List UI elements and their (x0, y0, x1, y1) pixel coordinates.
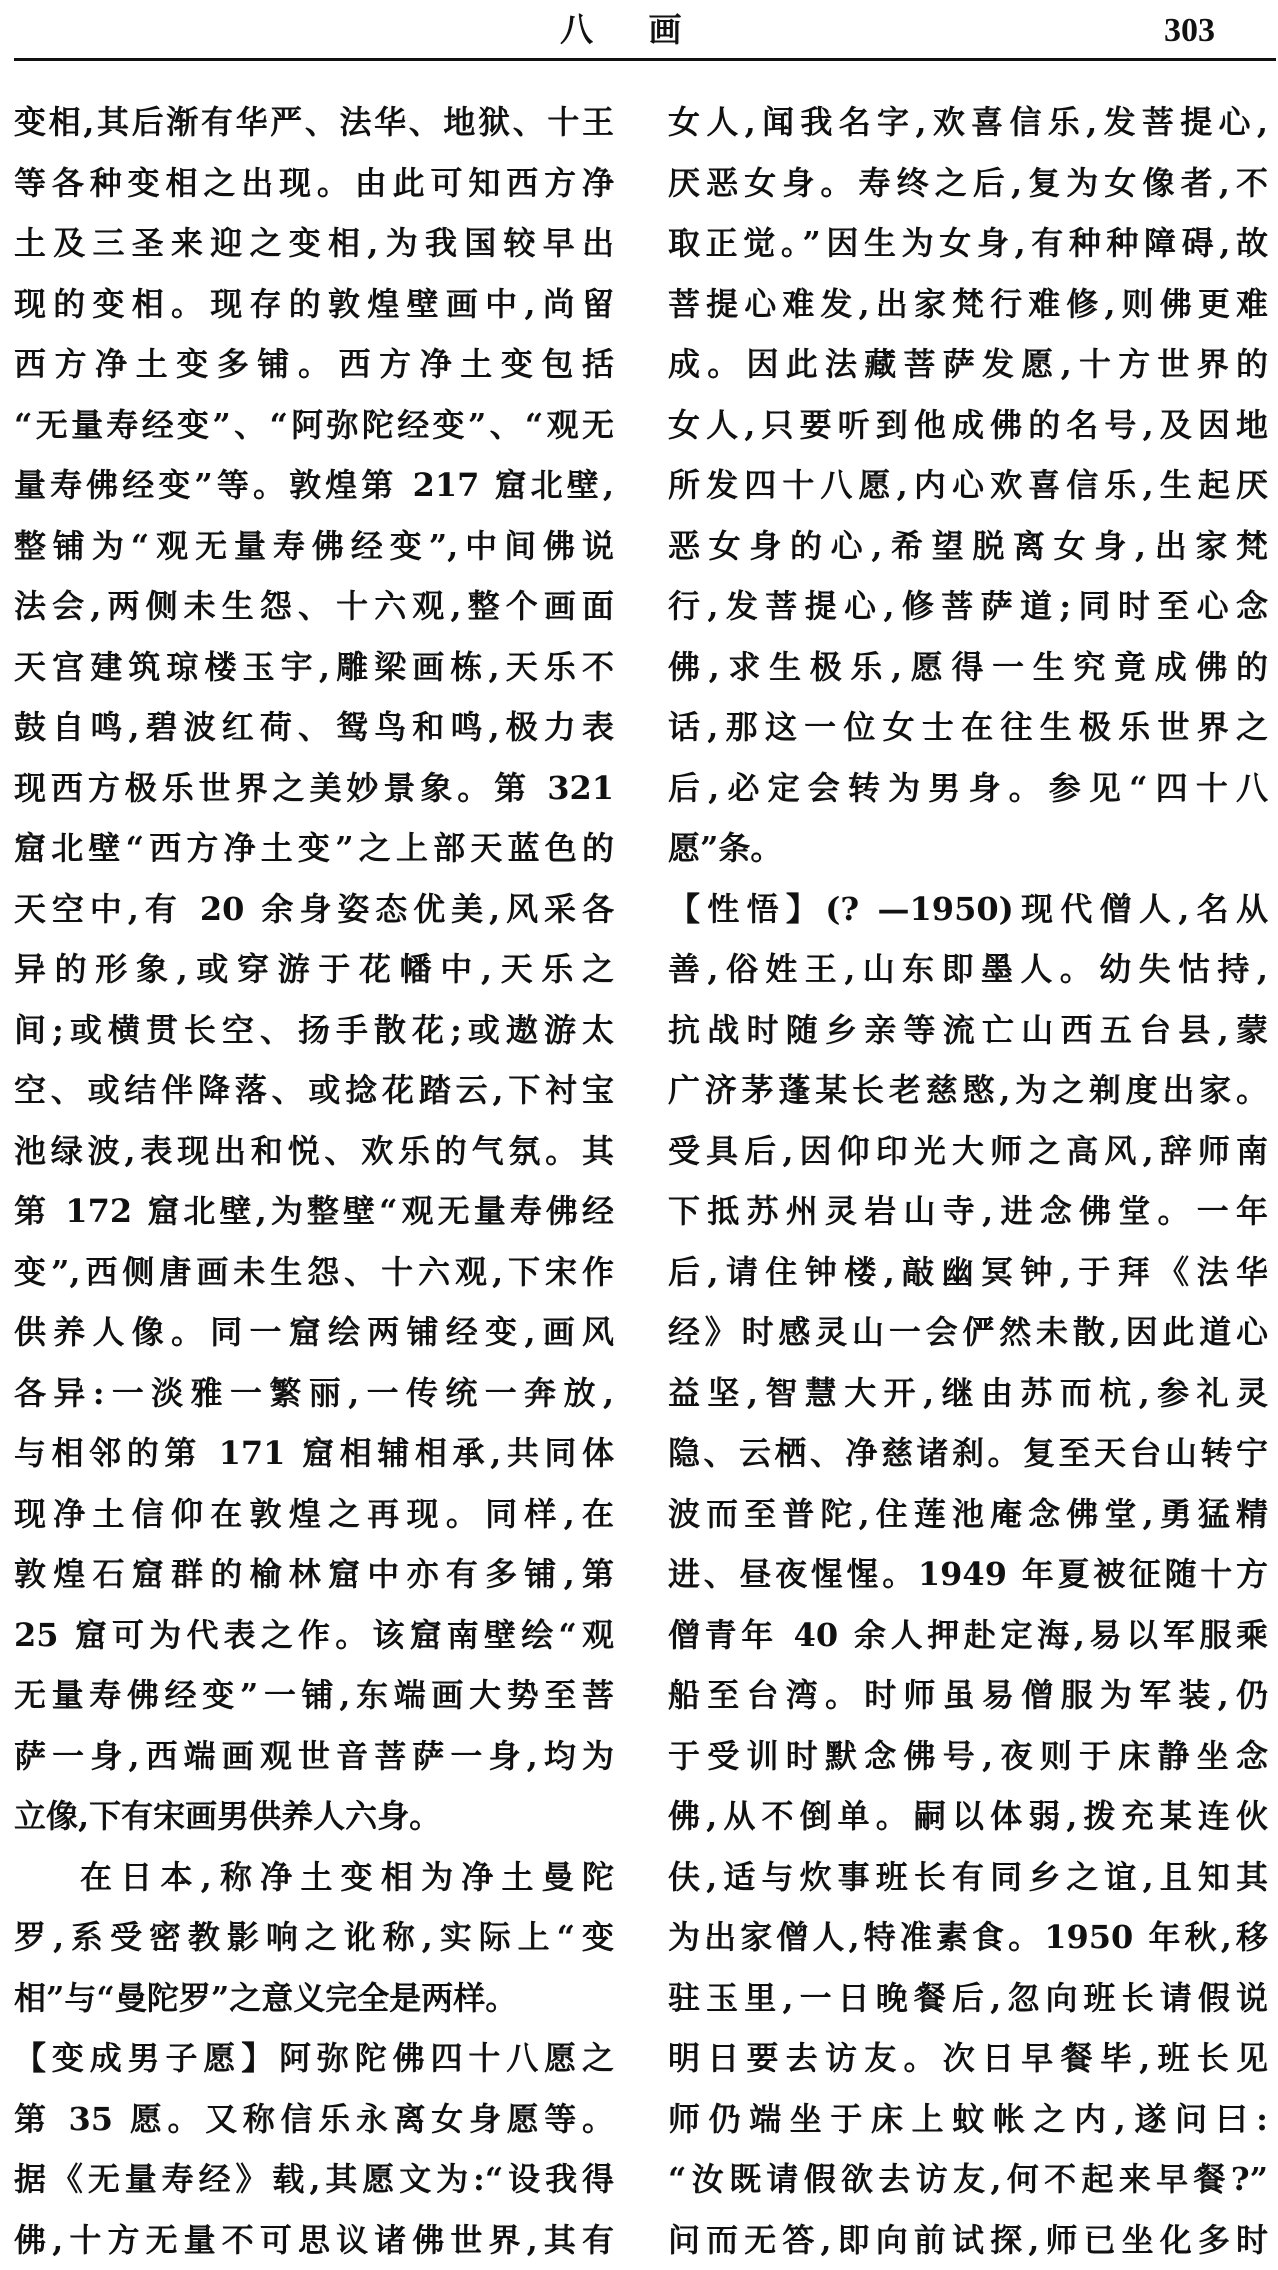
text-line (668, 1000, 1268, 1061)
line-text: 驻玉里,一日晚餐后,忽向班长请假说 (668, 1979, 1268, 2017)
line-text: 量寿佛经变”等。敦煌第 217 窟北壁, (14, 466, 614, 504)
line-text: 行,发菩提心,修菩萨道;同时至心念 (668, 587, 1268, 625)
line-text: 佛,从不倒单。嗣以体弱,拨充某连伙 (668, 1797, 1268, 1835)
text-line (668, 213, 1268, 274)
text-line (14, 1544, 614, 1605)
text-line (14, 879, 614, 940)
text-line (14, 1060, 614, 1121)
text-line (14, 697, 614, 758)
text-line (668, 1484, 1268, 1545)
text-line (668, 1665, 1268, 1726)
text-line (668, 2149, 1268, 2210)
line-text: 罗,系受密教影响之讹称,实际上“变 (14, 1918, 614, 1956)
text-line (14, 1605, 614, 1666)
line-text: 等各种变相之出现。由此可知西方净 (14, 164, 614, 202)
text-line (14, 758, 614, 819)
text-line (668, 1726, 1268, 1787)
text-line (14, 2149, 614, 2210)
text-line (14, 1302, 614, 1363)
line-text: 立像,下有宋画男供养人六身。 (14, 1797, 441, 1835)
text-line (668, 1544, 1268, 1605)
line-text: 明日要去访友。次日早餐毕,班长见 (668, 2039, 1268, 2077)
text-line (668, 516, 1268, 577)
text-line (14, 334, 614, 395)
text-line (14, 455, 614, 516)
line-text: 法会,两侧未生怨、十六观,整个画面 (14, 587, 614, 625)
line-text: 佛,十方无量不可思议诸佛世界,其有 (14, 2221, 614, 2259)
text-line (668, 1363, 1268, 1424)
line-text: “汝既请假欲去访友,何不起来早餐?” (668, 2160, 1268, 2198)
line-text: 进、昼夜惺惺。1949 年夏被征随十方 (668, 1555, 1268, 1593)
text-line (14, 1121, 614, 1182)
line-text: 阿弥陀佛四十八愿之 (279, 2039, 614, 2077)
line-text: 供养人像。同一窟绘两铺经变,画风 (14, 1313, 614, 1351)
line-text: 整铺为“观无量寿佛经变”,中间佛说 (14, 527, 614, 565)
text-line (14, 213, 614, 274)
text-line (668, 697, 1268, 758)
text-line (14, 1363, 614, 1424)
entry-term: 【性悟】 (668, 890, 825, 928)
text-line (668, 334, 1268, 395)
text-line (668, 1605, 1268, 1666)
line-text: 女人,只要听到他成佛的名号,及因地 (668, 406, 1268, 444)
text-line (14, 2089, 614, 2150)
entry-heading-line (14, 2028, 614, 2089)
line-text: 取正觉。”因生为女身,有种种障碍,故 (668, 224, 1268, 262)
line-text: 后,请住钟楼,敲幽冥钟,于拜《法华 (668, 1253, 1268, 1291)
text-line (14, 939, 614, 1000)
text-line (668, 1907, 1268, 1968)
right-column (668, 92, 1268, 2270)
line-text: 善,俗姓王,山东即墨人。幼失怙持, (668, 950, 1268, 988)
text-line (668, 1302, 1268, 1363)
line-text: 话,那这一位女士在往生极乐世界之 (668, 708, 1268, 746)
text-line (14, 516, 614, 577)
text-line (668, 1121, 1268, 1182)
text-line (14, 1000, 614, 1061)
line-text: 与相邻的第 171 窟相辅相承,共同体 (14, 1434, 614, 1472)
line-text: 成。因此法藏菩萨发愿,十方世界的 (668, 345, 1268, 383)
line-text: 间;或横贯长空、扬手散花;或遨游太 (14, 1011, 614, 1049)
text-line (668, 818, 1268, 879)
text-line (14, 1726, 614, 1787)
line-text: 异的形象,或穿游于花幡中,天乐之 (14, 950, 614, 988)
line-text: 受具后,因仰印光大师之高风,辞师南 (668, 1132, 1268, 1170)
text-line (668, 1968, 1268, 2029)
text-line (668, 1242, 1268, 1303)
line-text: 25 窟可为代表之作。该窟南壁绘“观 (14, 1616, 614, 1654)
line-text: 第 35 愿。又称信乐永离女身愿等。 (14, 2100, 614, 2138)
line-text: 女人,闻我名字,欢喜信乐,发菩提心, (668, 103, 1268, 141)
line-text: 鼓自鸣,碧波红荷、鸳鸟和鸣,极力表 (14, 708, 614, 746)
line-text: 现的变相。现存的敦煌壁画中,尚留 (14, 285, 614, 323)
line-text: 恶女身的心,希望脱离女身,出家梵 (668, 527, 1268, 565)
line-text: 广济茅蓬某长老慈愍,为之剃度出家。 (668, 1071, 1268, 1109)
text-line (14, 274, 614, 335)
line-text: 萨一身,西端画观世音菩萨一身,均为 (14, 1737, 614, 1775)
text-line (14, 576, 614, 637)
line-text: 波而至普陀,住莲池庵念佛堂,勇猛精 (668, 1495, 1268, 1533)
text-line (14, 1242, 614, 1303)
text-line (14, 1847, 614, 1908)
line-text: 抗战时随乡亲等流亡山西五台县,蒙 (668, 1011, 1268, 1049)
text-line (668, 1181, 1268, 1242)
line-text: 伕,适与炊事班长有同乡之谊,且知其 (668, 1858, 1268, 1896)
text-line (668, 576, 1268, 637)
text-line (668, 2028, 1268, 2089)
line-text: 经》时感灵山一会俨然未散,因此道心 (668, 1313, 1268, 1351)
line-text: 西方净土变多铺。西方净土变包括 (14, 345, 614, 383)
text-line (668, 92, 1268, 153)
text-line (14, 1423, 614, 1484)
text-line (14, 92, 614, 153)
line-text: 所发四十八愿,内心欢喜信乐,生起厌 (668, 466, 1268, 504)
entry-heading-line (668, 879, 1268, 940)
line-text: 据《无量寿经》载,其愿文为:“设我得 (14, 2160, 614, 2198)
line-text: 厌恶女身。寿终之后,复为女像者,不 (668, 164, 1268, 202)
line-text: 问而无答,即向前试探,师已坐化多时 (668, 2221, 1268, 2259)
text-line (668, 274, 1268, 335)
text-line (668, 2210, 1268, 2270)
text-line (668, 758, 1268, 819)
line-text: 各异:一淡雅一繁丽,一传统一奔放, (14, 1374, 614, 1412)
header-divider (14, 58, 1276, 61)
line-text: 船至台湾。时师虽易僧服为军装,仍 (668, 1676, 1268, 1714)
text-line (14, 637, 614, 698)
line-text: 菩提心难发,出家梵行难修,则佛更难 (668, 285, 1268, 323)
line-text: 相”与“曼陀罗”之意义完全是两样。 (14, 1979, 517, 2017)
page-header (0, 0, 1278, 52)
line-text: 下抵苏州灵岩山寺,进念佛堂。一年 (668, 1192, 1268, 1230)
line-text: 愿”条。 (668, 829, 782, 867)
text-line (14, 1968, 614, 2029)
line-text: 窟北壁“西方净土变”之上部天蓝色的 (14, 829, 614, 867)
text-line (668, 939, 1268, 1000)
line-text: 空、或结伴降落、或捻花踏云,下衬宝 (14, 1071, 614, 1109)
line-text: “无量寿经变”、“阿弥陀经变”、“观无 (14, 406, 614, 444)
line-text: 在日本,称净土变相为净土曼陀 (80, 1858, 614, 1896)
line-text: 后,必定会转为男身。参见“四十八 (668, 769, 1268, 807)
text-line (668, 395, 1268, 456)
text-line (14, 153, 614, 214)
line-text: 僧青年 40 余人押赴定海,易以军服乘 (668, 1616, 1268, 1654)
line-text: 于受训时默念佛号,夜则于床静坐念 (668, 1737, 1268, 1775)
text-line (14, 818, 614, 879)
line-text: 为出家僧人,特准素食。1950 年秋,移 (668, 1918, 1268, 1956)
text-line (668, 1060, 1268, 1121)
line-text: 现西方极乐世界之美妙景象。第 321 (14, 769, 614, 807)
text-line (668, 637, 1268, 698)
text-line (668, 1847, 1268, 1908)
text-line (14, 1665, 614, 1726)
line-text: 池绿波,表现出和悦、欢乐的气氛。其 (14, 1132, 614, 1170)
line-text: 无量寿佛经变”一铺,东端画大势至菩 (14, 1676, 614, 1714)
text-line (668, 1423, 1268, 1484)
text-line (14, 1786, 614, 1847)
entry-term: 【变成男子愿】 (14, 2039, 279, 2077)
line-text: 第 172 窟北壁,为整壁“观无量寿佛经 (14, 1192, 614, 1230)
text-line (14, 2210, 614, 2270)
text-line (14, 1484, 614, 1545)
line-text: 土及三圣来迎之变相,为我国较早出 (14, 224, 614, 262)
line-text: 变相,其后渐有华严、法华、地狱、十王 (14, 103, 614, 141)
line-text: 敦煌石窟群的榆林窟中亦有多铺,第 (14, 1555, 614, 1593)
line-text: 隐、云栖、净慈诸刹。复至天台山转宁 (668, 1434, 1268, 1472)
page-number: 303 (1164, 12, 1215, 50)
text-line (668, 153, 1268, 214)
line-text: 益坚,智慧大开,继由苏而杭,参礼灵 (668, 1374, 1268, 1412)
left-column (14, 92, 614, 2270)
line-text: 天空中,有 20 余身姿态优美,风采各 (14, 890, 614, 928)
text-line (668, 2089, 1268, 2150)
line-text: 天宫建筑琼楼玉宇,雕梁画栋,天乐不 (14, 648, 614, 686)
line-text: 变”,西侧唐画未生怨、十六观,下宋作 (14, 1253, 614, 1291)
line-text: 现净土信仰在敦煌之再现。同样,在 (14, 1495, 614, 1533)
text-line (14, 395, 614, 456)
line-text: 佛,求生极乐,愿得一生究竟成佛的 (668, 648, 1268, 686)
text-line (668, 455, 1268, 516)
section-title: 八 画 (560, 4, 704, 51)
line-text: (? —1950)现代僧人,名从 (825, 890, 1268, 928)
text-line (14, 1907, 614, 1968)
line-text: 师仍端坐于床上蚊帐之内,遂问曰: (668, 2100, 1268, 2138)
text-line (668, 1786, 1268, 1847)
text-line (14, 1181, 614, 1242)
